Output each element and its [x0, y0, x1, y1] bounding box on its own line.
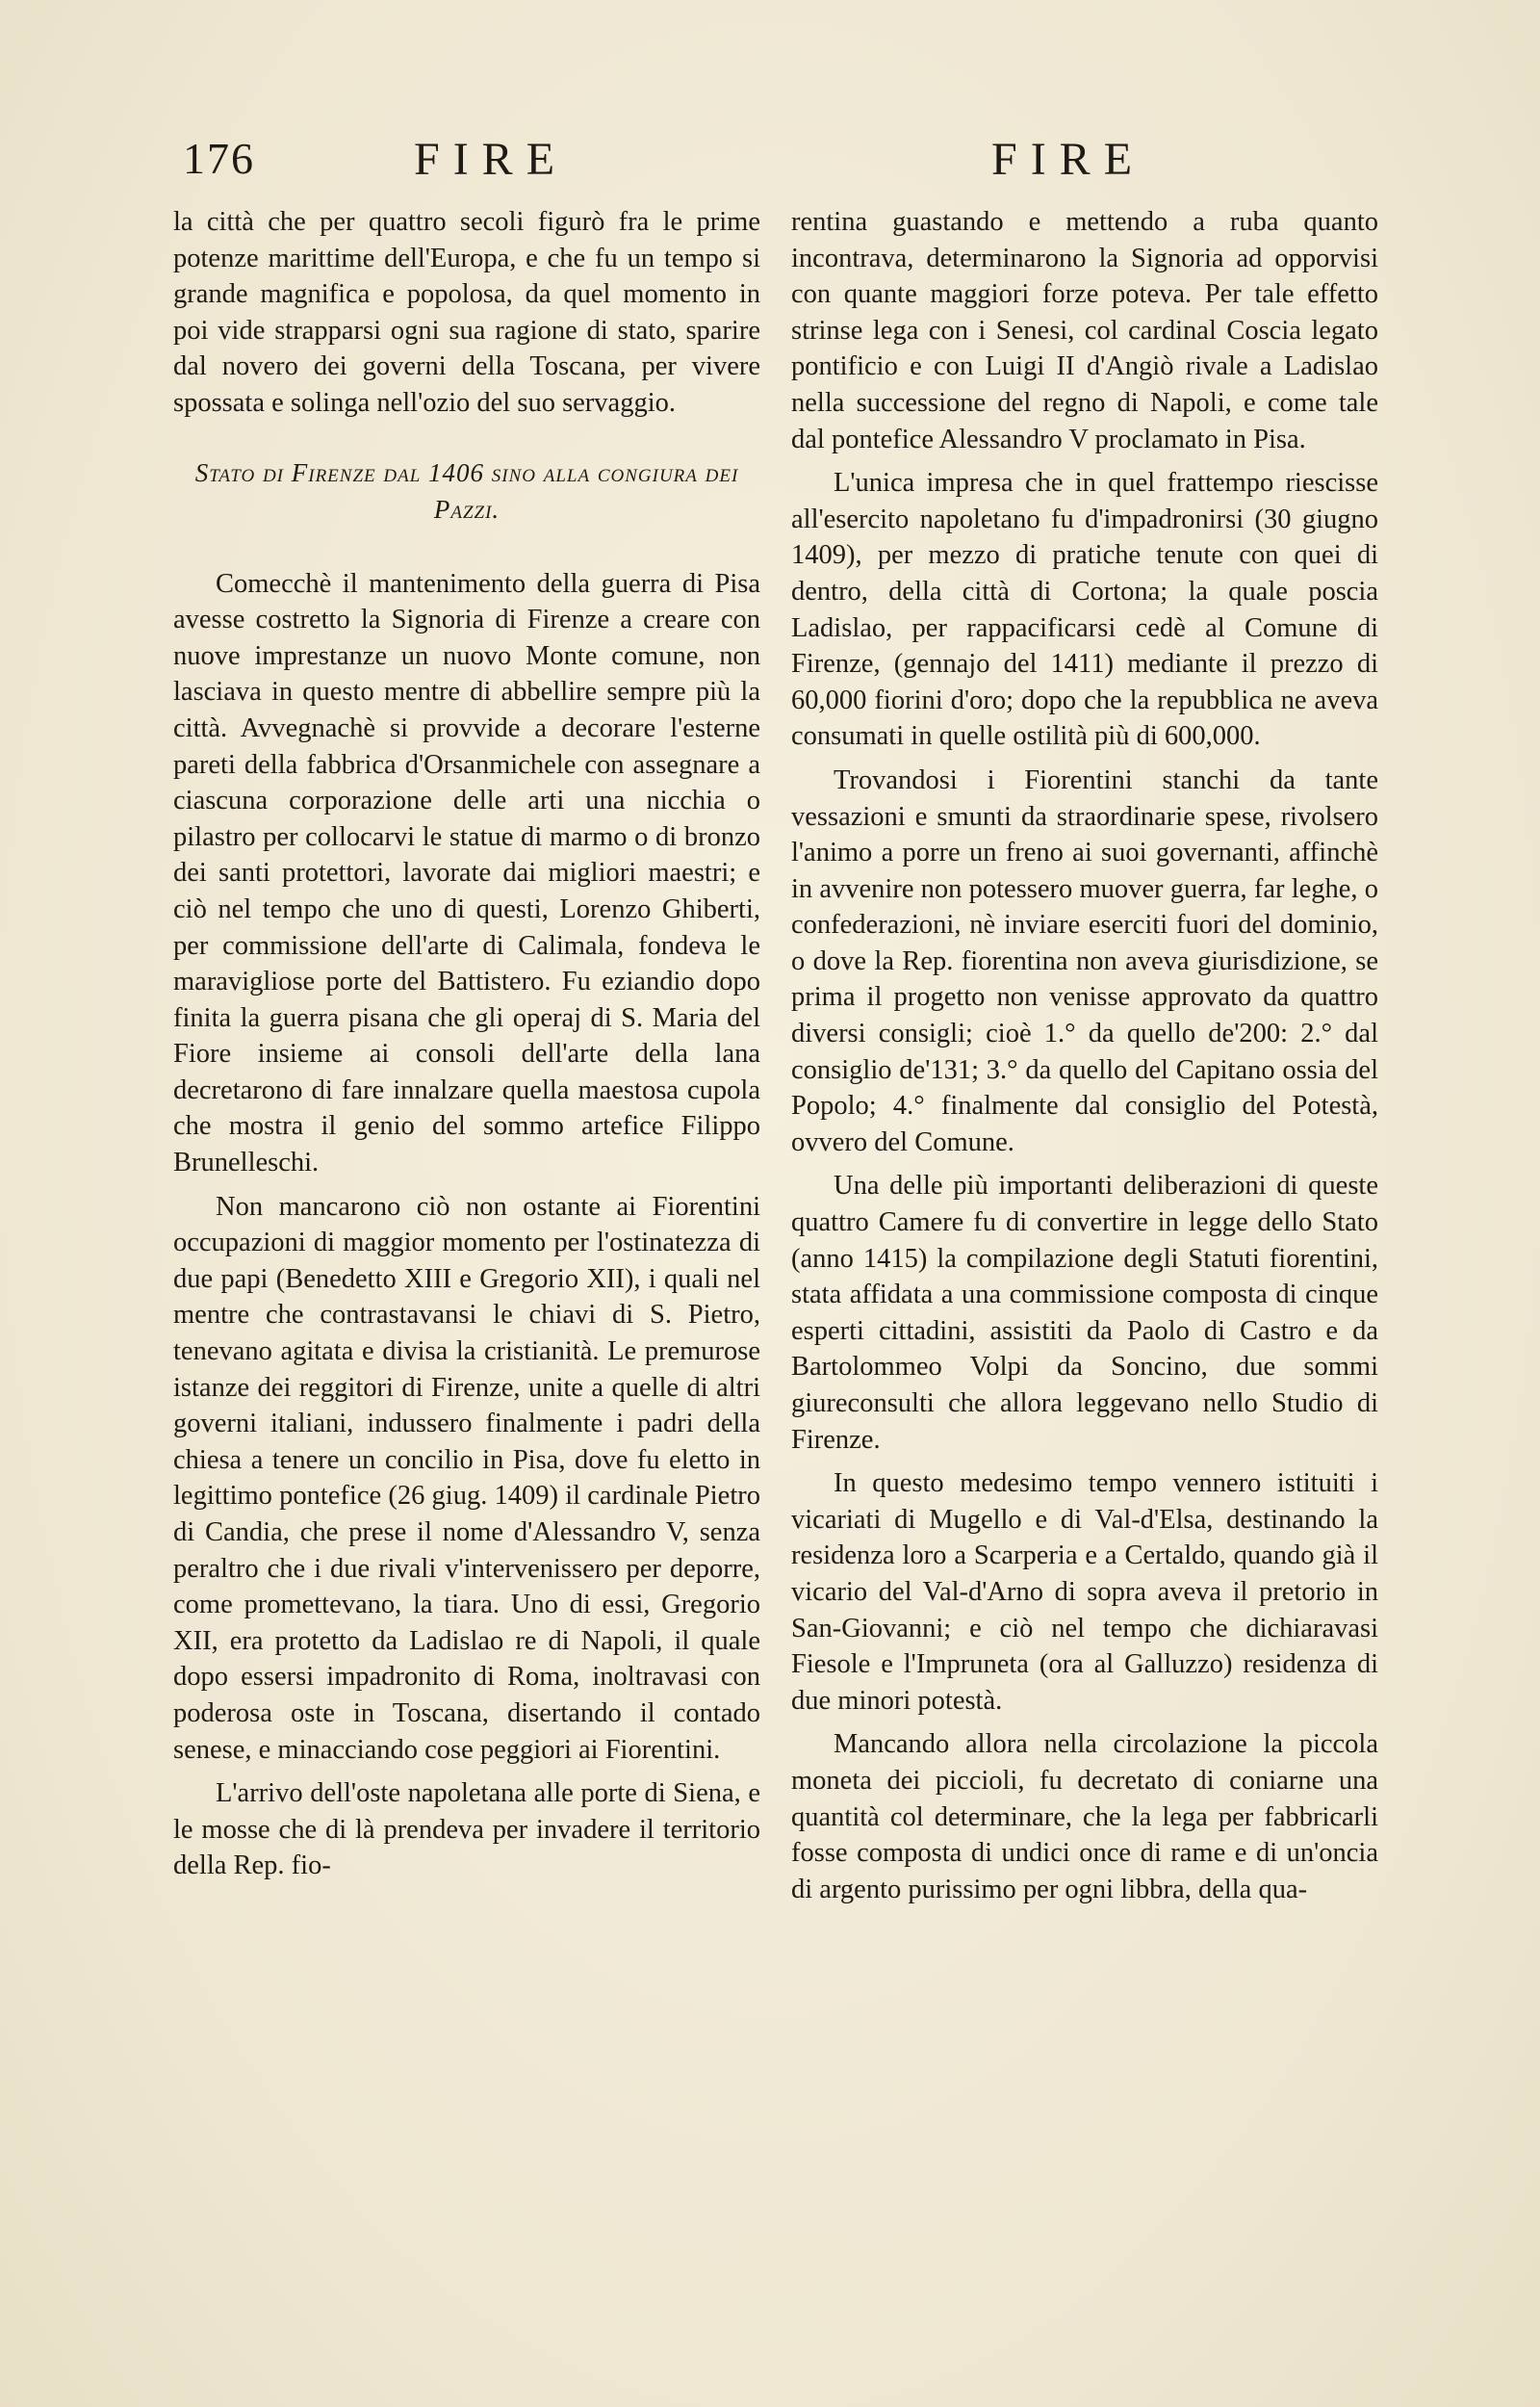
running-head-right: FIRE — [991, 134, 1146, 185]
paragraph-continued: rentina guastando e mettendo a ruba quanto incontrava, determinarono la Signoria ad opporvisi con quante maggiori forze poteva. Per tale effetto strinse lega con i Senesi, col cardinal Coscia legato pontificio e con Luigi II d'Angiò rivale a Ladislao nella successione del regno di Napoli, e come tale dal pontefice Alessandro V proclamato in Pisa. — [791, 207, 1378, 454]
paragraph: In questo medesimo tempo vennero istituiti i vicariati di Mugello e di Val-d'Elsa, destinando la residenza loro a Scarperia e a Certaldo, quando già il vicario del Val-d'Arno di sopra aveva il pretorio in San-Giovanni; e ciò nel tempo che dichiaravasi Fiesole e l'Impruneta (ora al Galluzzo) residenza di due minori potestà. — [791, 1468, 1378, 1716]
running-head-left: FIRE — [414, 134, 569, 185]
paragraph-continued: la città che per quattro secoli figurò fra le prime potenze marittime dell'Europa, e che fu un tempo si grande magnifica e popolosa, da quel momento in poi vide strapparsi ogni sua ragione di stato, sparire dal novero dei governi della Toscana, per vivere spossata e solinga nell'ozio del suo servaggio. — [173, 207, 760, 418]
paragraph: Non mancarono ciò non ostante ai Fiorentini occupazioni di maggior momento per l'ostinatezza di due papi (Benedetto XIII e Gregorio XII), i quali nel mentre che contrastavansi le chiavi di S. Pietro, tenevano agitata e divisa la cristianità. Le premurose istanze dei reggitori di Firenze, unite a quelle di altri governi italiani, indussero finalmente i padri della chiesa a tenere un concilio in Pisa, dove fu eletto in legittimo pontefice (26 giug. 1409) il cardinale Pietro di Candia, che prese il nome d'Alessandro V, senza peraltro che i due rivali v'intervenissero per deporre, come promettevano, la tiara. Uno di essi, Gregorio XII, era protetto da Ladislao re di Napoli, il quale dopo essersi impadronito di Roma, inoltravasi con poderosa oste in Toscana, disertando il contado senese, e minacciando cose peggiori ai Fiorentini. — [173, 1191, 760, 1765]
paragraph: Comecchè il mantenimento della guerra di Pisa avesse costretto la Signoria di Firenze a creare con nuove imprestanze un nuovo Monte comune, non lasciava in questo mentre di abbellire sempre più la città. Avvegnachè si provvide a decorare l'esterne pareti della fabbrica d'Orsanmichele con assegnare a ciascuna corporazione delle arti una nicchia o pilastro per collocarvi le statue di marmo o di bronzo dei santi protettori, lavorate dai migliori maestri; e ciò nel tempo che uno di questi, Lorenzo Ghiberti, per commissione dell'arte di Calimala, fondeva le maravigliose porte del Battistero. Fu eziandio dopo finita la guerra pisana che gli operaj di S. Maria del Fiore insieme ai consoli dell'arte della lana decretarono di fare innalzare quella maestosa cupola che mostra il genio del sommo artefice Filippo Brunelleschi. — [173, 568, 760, 1178]
page-number: 176 — [183, 134, 255, 183]
paragraph: Una delle più importanti deliberazioni di queste quattro Camere fu di convertire in legge dello Stato (anno 1415) la compilazione degli Statuti fiorentini, stata affidata a una commissione composta di cinque esperti cittadini, assistiti da Paolo di Castro e da Bartolommeo Volpi da Soncino, due sommi giureconsulti che allora leggevano nello Studio di Firenze. — [791, 1171, 1378, 1455]
paragraph: L'unica impresa che in quel frattempo riescisse all'esercito napoletano fu d'impadronirsi (30 giugno 1409), per mezzo di pratiche tenute con quei di dentro, della città di Cortona; la quale poscia Ladislao, per rappacificarsi cedè al Comune di Firenze, (gennajo del 1411) mediante il prezzo di 60,000 fiorini d'oro; dopo che la repubblica ne aveva consumati in quelle ostilità più di 600,000. — [791, 468, 1378, 752]
section-heading: Stato di Firenze dal 1406 sino alla congiura dei Pazzi. — [194, 457, 739, 524]
paragraph: L'arrivo dell'oste napoletana alle porte di Siena, e le mosse che di là prendeva per invadere il territorio della Rep. fio- — [173, 1778, 760, 1881]
paragraph: Mancando allora nella circolazione la piccola moneta dei piccioli, fu decretato di coniarne una quantità col determinare, che la lega per fabbricarli fosse composta di undici once di rame e di un'oncia di argento purissimo per ogni libbra, della qua- — [791, 1729, 1378, 1904]
right-column — [791, 204, 1378, 1907]
left-column — [173, 204, 760, 1884]
paragraph: Trovandosi i Fiorentini stanchi da tante vessazioni e smunti da straordinarie spese, rivolsero l'animo a porre un freno ai suoi governanti, affinchè in avvenire non potessero muover guerra, far leghe, o confederazioni, nè inviare eserciti fuori del dominio, o dove la Rep. fiorentina non aveva giurisdizione, se prima il progetto non venisse approvato da quattro diversi consigli; cioè 1.° da quello de'200: 2.° dal consiglio de'131; 3.° da quello del Capitano ossia del Popolo; 4.° finalmente dal consiglio del Potestà, ovvero del Comune. — [791, 764, 1378, 1157]
running-head — [183, 133, 1386, 191]
